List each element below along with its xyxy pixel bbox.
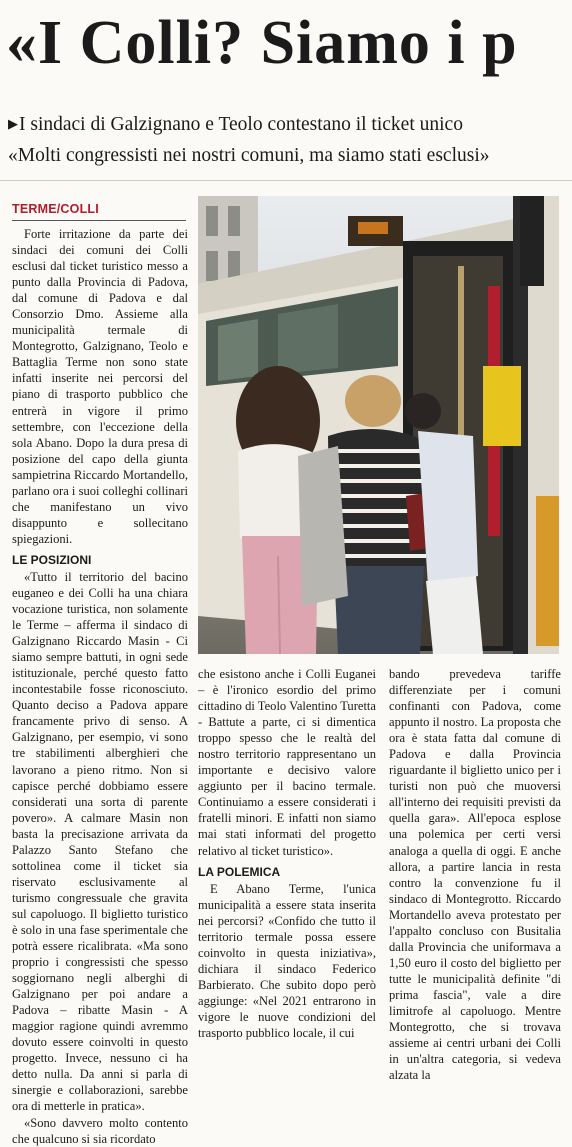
body-paragraph: bando prevedeva tariffe differenziate per i comuni confinanti con Padova, come appunto il nostro. La proposta che ora è stata fatta dal comune di Padova e dalla Provincia riguardante il biglietto unico per i turisti non può che muoversi all'interno dei requisiti previsti da quella gara». All'epoca esplose una polemica per certi versi analoga a quella di oggi. E anche allora, a partire lancia in resta contro la convenzione fu il sindaco di Montegrotto. Riccardo Mortandello aveva protestato per l'appalto concluso con Busitalia dalla Provincia che uniformava a 1,50 euro il costo del biglietto per tutte le municipalità definite "di prima fascia", vale a dire limitrofe al capoluogo. Mentre Montegrotto, che si trovava assieme ai centri urbani dei Colli in un'altra categoria, si vedeva alzata la [389, 667, 561, 1083]
bus-boarding-photo [198, 196, 559, 654]
right-triangle-icon: ▶ [8, 116, 18, 131]
body-paragraph: che esistono anche i Colli Euganei – è l'ironico esordio del primo cittadino di Teolo Valentino Turetta - Battute a parte, ci si dimentica troppo spesso che le realtà del nostro territorio rappresentano un importante e decisivo valore aggiunto per il bacino termale. Continuiamo a essere considerati i fratelli minori. E infatti non siamo mai stati informati del progetto relativo al ticket turistico». [198, 667, 376, 858]
article-column-3 [389, 666, 561, 1083]
deck-line-2: «Molti congressisti nei nostri comuni, ma siamo stati esclusi» [8, 145, 490, 166]
article-column-1 [12, 226, 188, 1147]
section-tag: TERME/COLLI [12, 202, 99, 216]
article-headline: «I Colli? Siamo i p [6, 9, 518, 77]
deck-line-1-text: I sindaci di Galzignano e Teolo contestano il ticket unico [19, 114, 463, 135]
subhead-la-polemica: LA POLEMICA [198, 864, 281, 879]
body-paragraph: «Tutto il territorio del bacino euganeo e dei Colli ha una chiara vocazione turistica, non solamente le Terme – afferma il sindaco di Galzignano Riccardo Masin - Ci siamo sempre battuti, in ogni sede istituzionale, perché questo fatto incontestabile fosse riconosciuto. Quanto deciso a Padova appare francamente privo di senso. A Galzignano, per esempio, vi sono tre stabilimenti alberghieri che lavorano a pieno ritmo. Non si capisce perché dobbiamo essere considerati una sorta di parente povero». A calmare Masin non basta la precisazione arrivata da Palazzo Santo Stefano che sottolinea come il ticket sia riservato esclusivamente al turismo congressuale che gravita sul capoluogo. Il biglietto turistico è solo in una fase sperimentale che potrà essere ricalibrata. «Ma sono proprio i congressisti che spesso soggiornano negli alberghi di Galzignano per poi andare a Padova – ribatte Masin - A maggior ragione quindi avremmo dovuto essere coinvolti in questo progetto. Invece, nessuno ci ha detto nulla. Da anni si parla di sinergie e collaborazioni, sarebbe ora di metterle in pratica». [12, 569, 188, 1114]
body-paragraph: E Abano Terme, l'unica municipalità a essere stata inserita nei percorsi? «Confido che tutto il territorio termale possa essere coinvolto in questa iniziativa», dichiara il sindaco Federico Barbierato. Che subito dopo però aggiunge: «Nel 2021 entrarono in vigore le nuove condizioni del trasporto pubblico locale, il cui [198, 881, 376, 1040]
section-tag-rule [12, 220, 186, 221]
deck-line-1 [8, 114, 568, 135]
body-paragraph: Forte irritazione da parte dei sindaci dei comuni dei Colli esclusi dal ticket turistico messo a punto dalla Provincia di Padova, dal comune di Padova e dal Consorzio Dmo. Assieme alla municipalità termale di Montegrotto, Galzignano, Teolo e Battaglia Terme non sono state infatti inserite nei percorsi del piano di trasporto pubblico che entrerà in vigore il primo settembre, con l'eccezione della sola Abano. Dopo la dura presa di posizione del capo della giunta sampietrina Riccardo Mortandello, parlano ora i suoi colleghi collinari che manifestano un vivo disappunto e sollecitano spiegazioni. [12, 227, 188, 546]
top-divider [0, 180, 572, 181]
article-column-2 [198, 666, 376, 1041]
subhead-le-posizioni: LE POSIZIONI [12, 552, 92, 567]
body-paragraph: «Sono davvero molto contento che qualcuno si sia ricordato [12, 1115, 188, 1146]
